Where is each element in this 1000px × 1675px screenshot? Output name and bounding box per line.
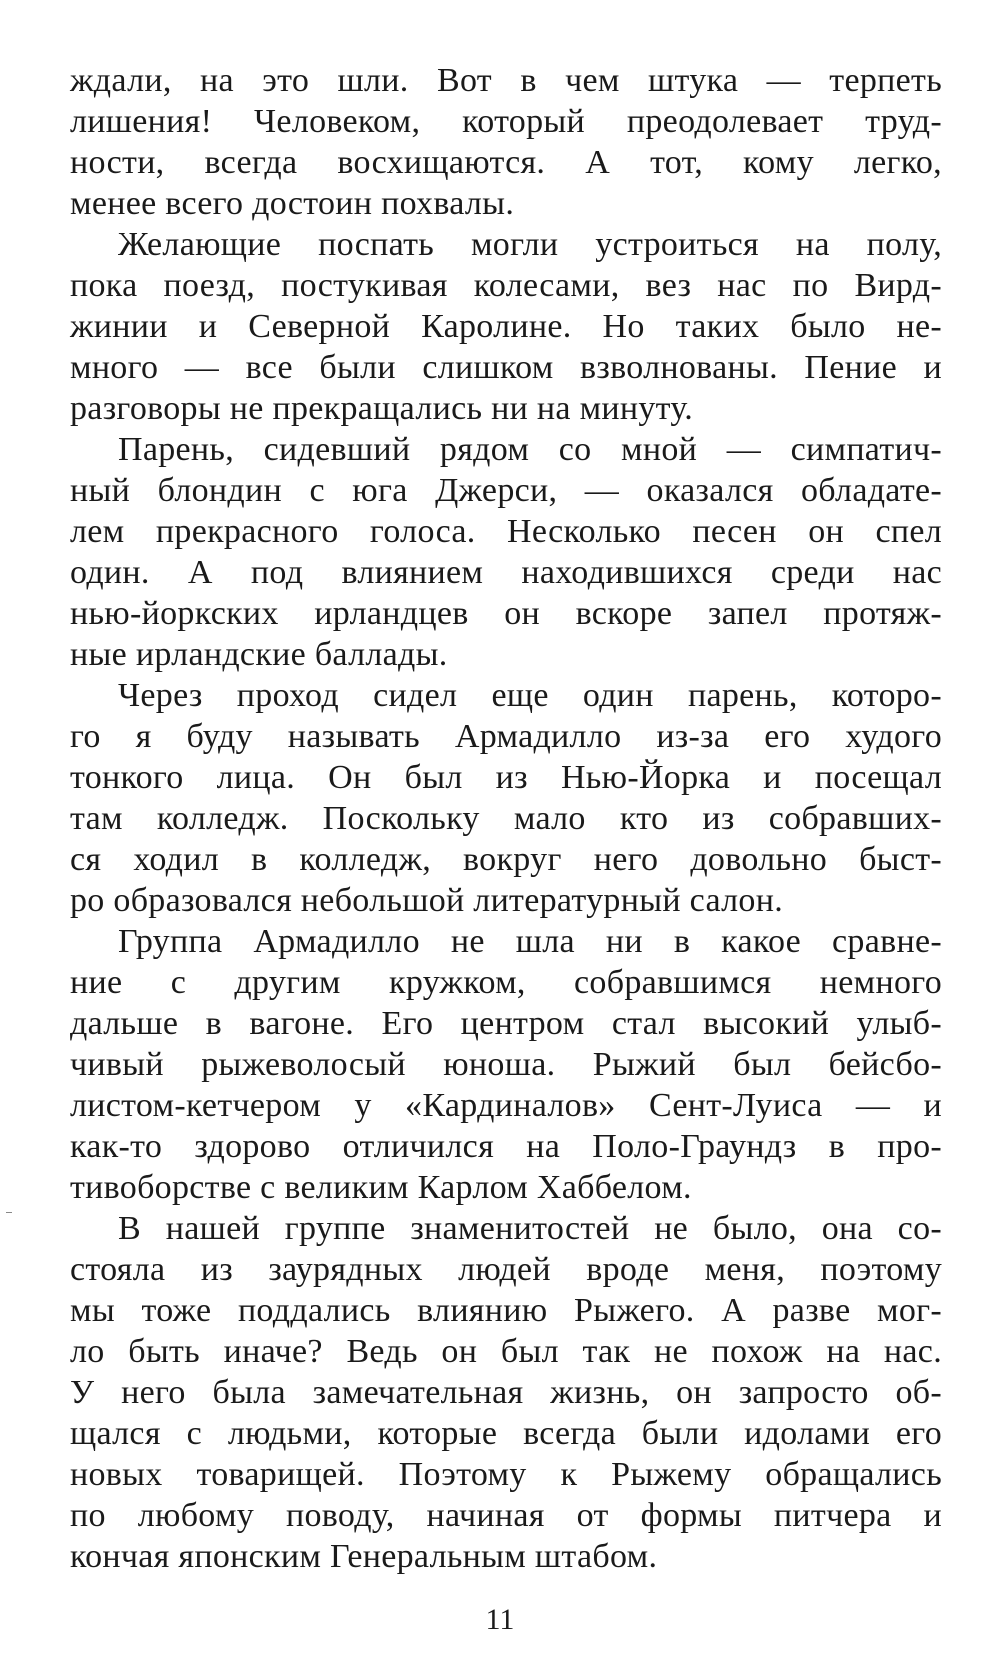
text-line: по любому поводу, начиная от формы питчера и <box>70 1497 942 1534</box>
text-line: щался с людьми, которые всегда были идолами его <box>70 1415 942 1452</box>
text-line: Парень, сидевший рядом со мной — симпатич- <box>118 431 942 468</box>
text-line: ние с другим кружком, собравшимся немного <box>70 964 942 1001</box>
text-line: чивый рыжеволосый юноша. Рыжий был бейсбо- <box>70 1046 942 1083</box>
text-line: У него была замечательная жизнь, он запросто об- <box>70 1374 942 1411</box>
text-line: как-то здорово отличился на Поло-Граундз в про- <box>70 1128 942 1165</box>
text-line: ждали, на это шли. Вот в чем штука — терпеть <box>70 62 942 99</box>
text-line: Желающие поспать могли устроиться на полу, <box>118 226 942 263</box>
paragraph <box>70 429 942 675</box>
text-line: дальше в вагоне. Его центром стал высокий улыб- <box>70 1005 942 1042</box>
text-line: там колледж. Поскольку мало кто из собравших- <box>70 800 942 837</box>
paragraph <box>70 60 942 224</box>
text-line: тонкого лица. Он был из Нью-Йорка и посещал <box>70 759 942 796</box>
text-line: ло быть иначе? Ведь он был так не похож на нас. <box>70 1333 942 1370</box>
text-line: мы тоже поддались влиянию Рыжего. А разве мог- <box>70 1292 942 1329</box>
margin-mark <box>6 1212 12 1213</box>
text-line: один. А под влиянием находившихся среди нас <box>70 554 942 591</box>
text-line: го я буду называть Армадилло из-за его худого <box>70 718 942 755</box>
text-line: кончая японским Генеральным штабом. <box>70 1538 658 1575</box>
paragraph <box>70 675 942 921</box>
text-line: ный блондин с юга Джерси, — оказался обладате- <box>70 472 942 509</box>
paragraph <box>70 1208 942 1577</box>
text-line: стояла из заурядных людей вроде меня, поэтому <box>70 1251 942 1288</box>
text-line: нью-йоркских ирландцев он вскоре запел протяж- <box>70 595 942 632</box>
text-line: менее всего достоин похвалы. <box>70 185 515 222</box>
paragraph <box>70 921 942 1208</box>
text-line: пока поезд, постукивая колесами, вез нас по Вирд- <box>70 267 942 304</box>
text-line: Через проход сидел еще один парень, которо- <box>118 677 942 714</box>
text-line: разговоры не прекращались ни на минуту. <box>70 390 694 427</box>
text-line: ности, всегда восхищаются. А тот, кому легко, <box>70 144 942 181</box>
text-line: много — все были слишком взволнованы. Пение и <box>70 349 942 386</box>
paragraph <box>70 224 942 429</box>
text-line: ные ирландские баллады. <box>70 636 448 673</box>
text-line: листом-кетчером у «Кардиналов» Сент-Луиса — и <box>70 1087 942 1124</box>
text-line: лишения! Человеком, который преодолевает труд- <box>70 103 942 140</box>
text-line: В нашей группе знаменитостей не было, она со- <box>118 1210 942 1247</box>
text-line: Группа Армадилло не шла ни в какое сравне- <box>118 923 942 960</box>
text-line: тивоборстве с великим Карлом Хаббелом. <box>70 1169 692 1206</box>
text-line: ро образовался небольшой литературный салон. <box>70 882 784 919</box>
text-line: лем прекрасного голоса. Несколько песен он спел <box>70 513 942 550</box>
page-body <box>70 60 942 1577</box>
text-line: новых товарищей. Поэтому к Рыжему обращались <box>70 1456 942 1493</box>
page-number: 11 <box>485 1603 515 1636</box>
text-line: жинии и Северной Каролине. Но таких было не- <box>70 308 942 345</box>
text-line: ся ходил в колледж, вокруг него довольно быст- <box>70 841 942 878</box>
